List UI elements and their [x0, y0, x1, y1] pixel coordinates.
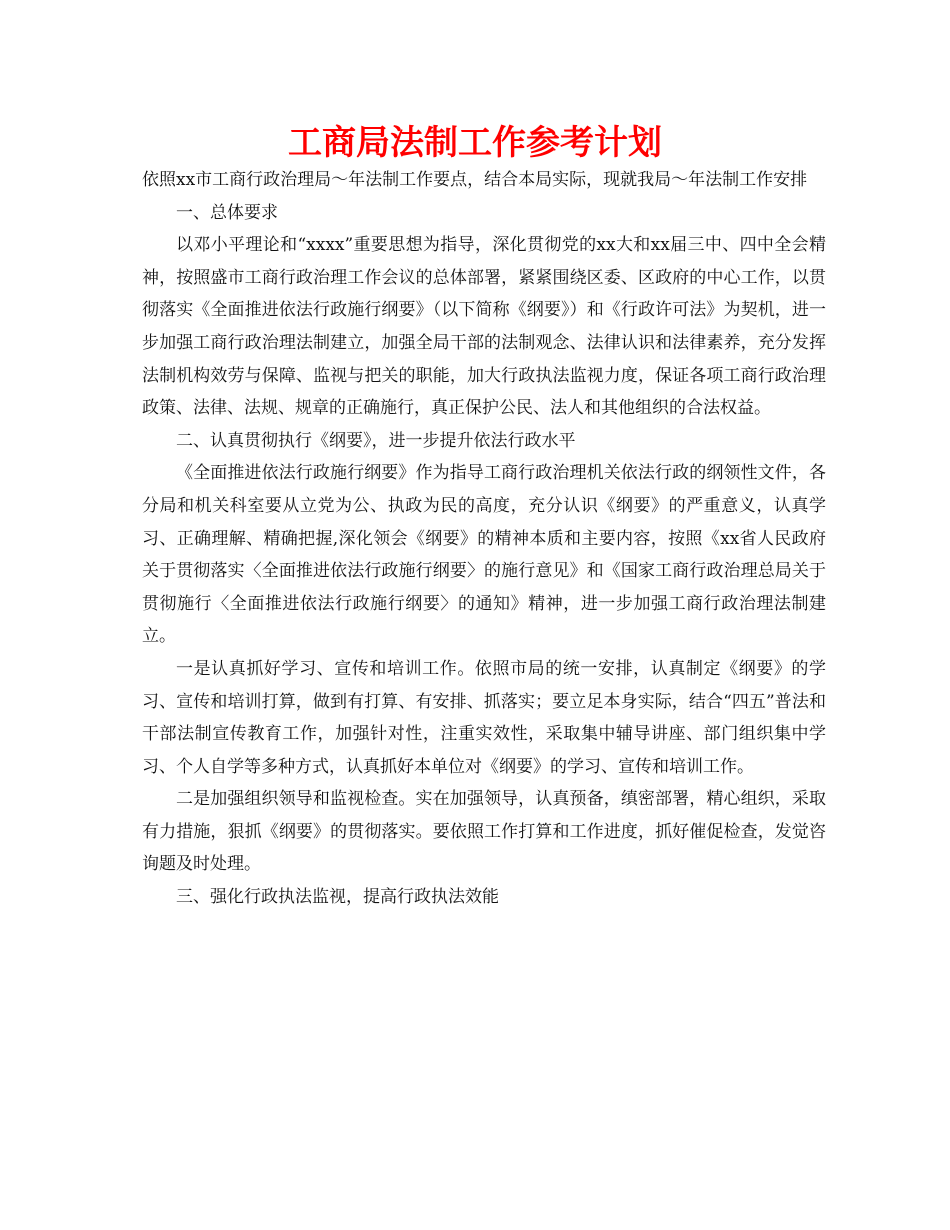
document-title: 工商局法制工作参考计划 [288, 123, 662, 163]
paragraph-intro: 依照xx市工商行政治理局～年法制工作要点，结合本局实际，现就我局～年法制工作安排 [142, 170, 808, 190]
section-heading-general-requirements: 一、总体要求 [176, 202, 278, 223]
section-heading-law-enforcement: 三、强化行政执法监视，提高行政执法效能 [176, 887, 499, 908]
paragraph-study-training: 一是认真抓好学习、宣传和培训工作。依照市局的统一安排，认真制定《纲要》的学习、宣传和培训打算，做到有打算、有安排、抓落实；要立足本身实际，结合“四五”普法和干部法制宣传教育工作，加强针对性，注重实效性，采取集中辅导讲座、部门组织集中学习、个人自学等多种方式，认真抓好本单位对《纲要》的学习、宣传和培训工作。 [142, 658, 826, 777]
section-heading-implement-outline: 二、认真贯彻执行《纲要》，进一步提升依法行政水平 [176, 430, 576, 451]
paragraph-outline-significance: 《全面推进依法行政施行纲要》作为指导工商行政治理机关依法行政的纲领性文件，各分局和机关科室要从立党为公、执政为民的高度，充分认识《纲要》的严重意义，认真学习、正确理解、精确把握,深化领会《纲要》的精神本质和主要内容，按照《xx省人民政府关于贯彻落实〈全面推进依法行政施行纲要〉的施行意见》和《国家工商行政治理总局关于贯彻施行〈全面推进依法行政施行纲要〉的通知》精神，进一步加强工商行政治理法制建立。 [142, 463, 826, 647]
paragraph-leadership-supervision: 二是加强组织领导和监视检查。实在加强领导，认真预备，缜密部署，精心组织，采取有力措施，狠抓《纲要》的贯彻落实。要依照工作打算和工作进度，抓好催促检查，发觉咨询题及时处理。 [142, 789, 826, 875]
document-body [142, 164, 826, 914]
paragraph-general-requirements: 以邓小平理论和“xxxx”重要思想为指导，深化贯彻党的xx大和xx届三中、四中全会精神，按照盛市工商行政治理工作会议的总体部署，紧紧围绕区委、区政府的中心工作，以贯彻落实《全面推进依法行政施行纲要》（以下简称《纲要》）和《行政许可法》为契机，进一步加强工商行政治理法制建立，加强全局干部的法制观念、法律认识和法律素养，充分发挥法制机构效劳与保障、监视与把关的职能，加大行政执法监视力度，保证各项工商行政治理政策、法律、法规、规章的正确施行，真正保护公民、法人和其他组织的合法权益。 [142, 235, 826, 419]
